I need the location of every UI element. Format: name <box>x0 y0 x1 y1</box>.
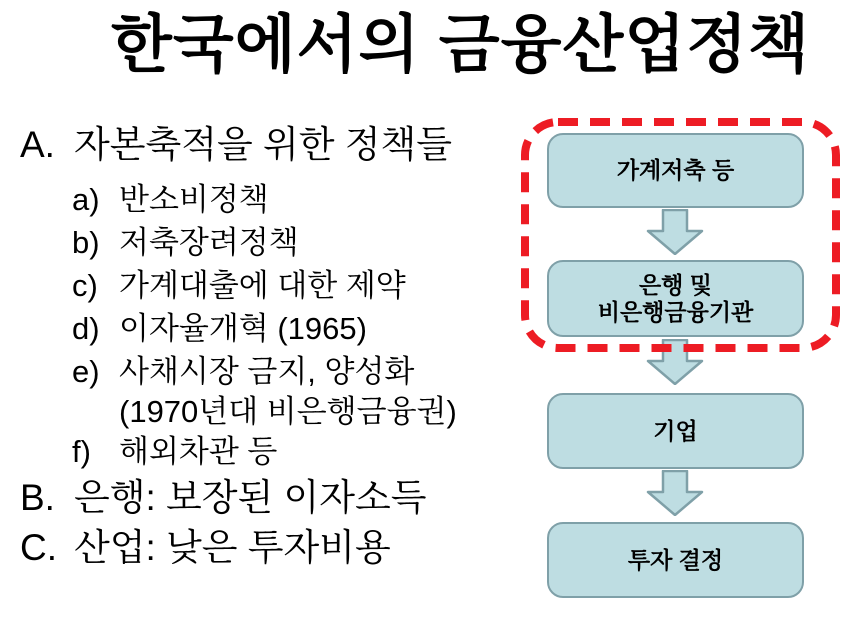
down-arrow-shape <box>648 340 702 384</box>
flow-box-banks-nonbanks-line1: 은행 및 <box>638 271 713 298</box>
sub-item-e <box>72 350 525 430</box>
flow-box-firms <box>547 393 804 469</box>
outline-item-c-label: C. <box>20 527 57 568</box>
sub-item-a <box>72 178 525 221</box>
sub-item-b-label: b) <box>72 225 100 260</box>
sub-item-b-text: 저축장려정책 <box>119 225 299 260</box>
flow-box-firms-text: 기업 <box>653 417 698 444</box>
outline-item-b-text: 은행: 보장된 이자소득 <box>74 477 427 518</box>
sub-item-c <box>72 264 525 307</box>
outline-sublist <box>20 178 525 473</box>
flow-box-investment-decision-text: 투자 결정 <box>627 546 724 573</box>
outline-item-a-text: 자본축적을 위한 정책들 <box>74 124 452 165</box>
flow-box-investment-decision <box>547 522 804 598</box>
sub-item-d-label: d) <box>72 311 100 346</box>
sub-item-a-text: 반소비정책 <box>119 182 269 217</box>
sub-item-e-text-line2: (1970년대 비은행금융권) <box>119 394 457 429</box>
outline-list <box>20 120 525 573</box>
down-arrow-icon <box>645 470 705 516</box>
flow-box-household-savings-text: 가계저축 등 <box>616 157 735 183</box>
flow-box-banks-nonbanks <box>547 260 804 337</box>
outline-item-a-label: A. <box>20 124 55 165</box>
down-arrow-shape <box>648 210 702 254</box>
sub-item-e-label: e) <box>72 354 100 389</box>
down-arrow-shape <box>648 471 702 515</box>
down-arrow-icon <box>645 339 705 385</box>
sub-item-a-label: a) <box>72 182 100 217</box>
sub-item-c-label: c) <box>72 268 98 303</box>
outline-item-b-label: B. <box>20 477 55 518</box>
sub-item-e-text <box>119 350 457 430</box>
down-arrow-icon <box>645 209 705 255</box>
sub-item-f-text: 해외차관 등 <box>119 434 278 469</box>
sub-item-c-text: 가계대출에 대한 제약 <box>119 268 406 303</box>
sub-item-e-text-line1: 사채시장 금지, 양성화 <box>119 354 415 389</box>
flow-box-household-savings <box>547 133 804 208</box>
sub-item-f <box>72 430 525 473</box>
sub-item-d-text: 이자율개혁 (1965) <box>119 311 367 346</box>
slide-title: 한국에서의 금융산업정책 <box>111 10 810 80</box>
sub-item-f-label: f) <box>72 434 91 469</box>
outline-item-c <box>20 523 525 573</box>
outline-item-c-text: 산업: 낮은 투자비용 <box>74 527 391 568</box>
sub-item-b <box>72 221 525 264</box>
outline-item-b <box>20 473 525 523</box>
sub-item-d <box>72 307 525 350</box>
outline-item-a <box>20 120 525 170</box>
flow-box-banks-nonbanks-line2: 비은행금융기관 <box>597 298 754 325</box>
